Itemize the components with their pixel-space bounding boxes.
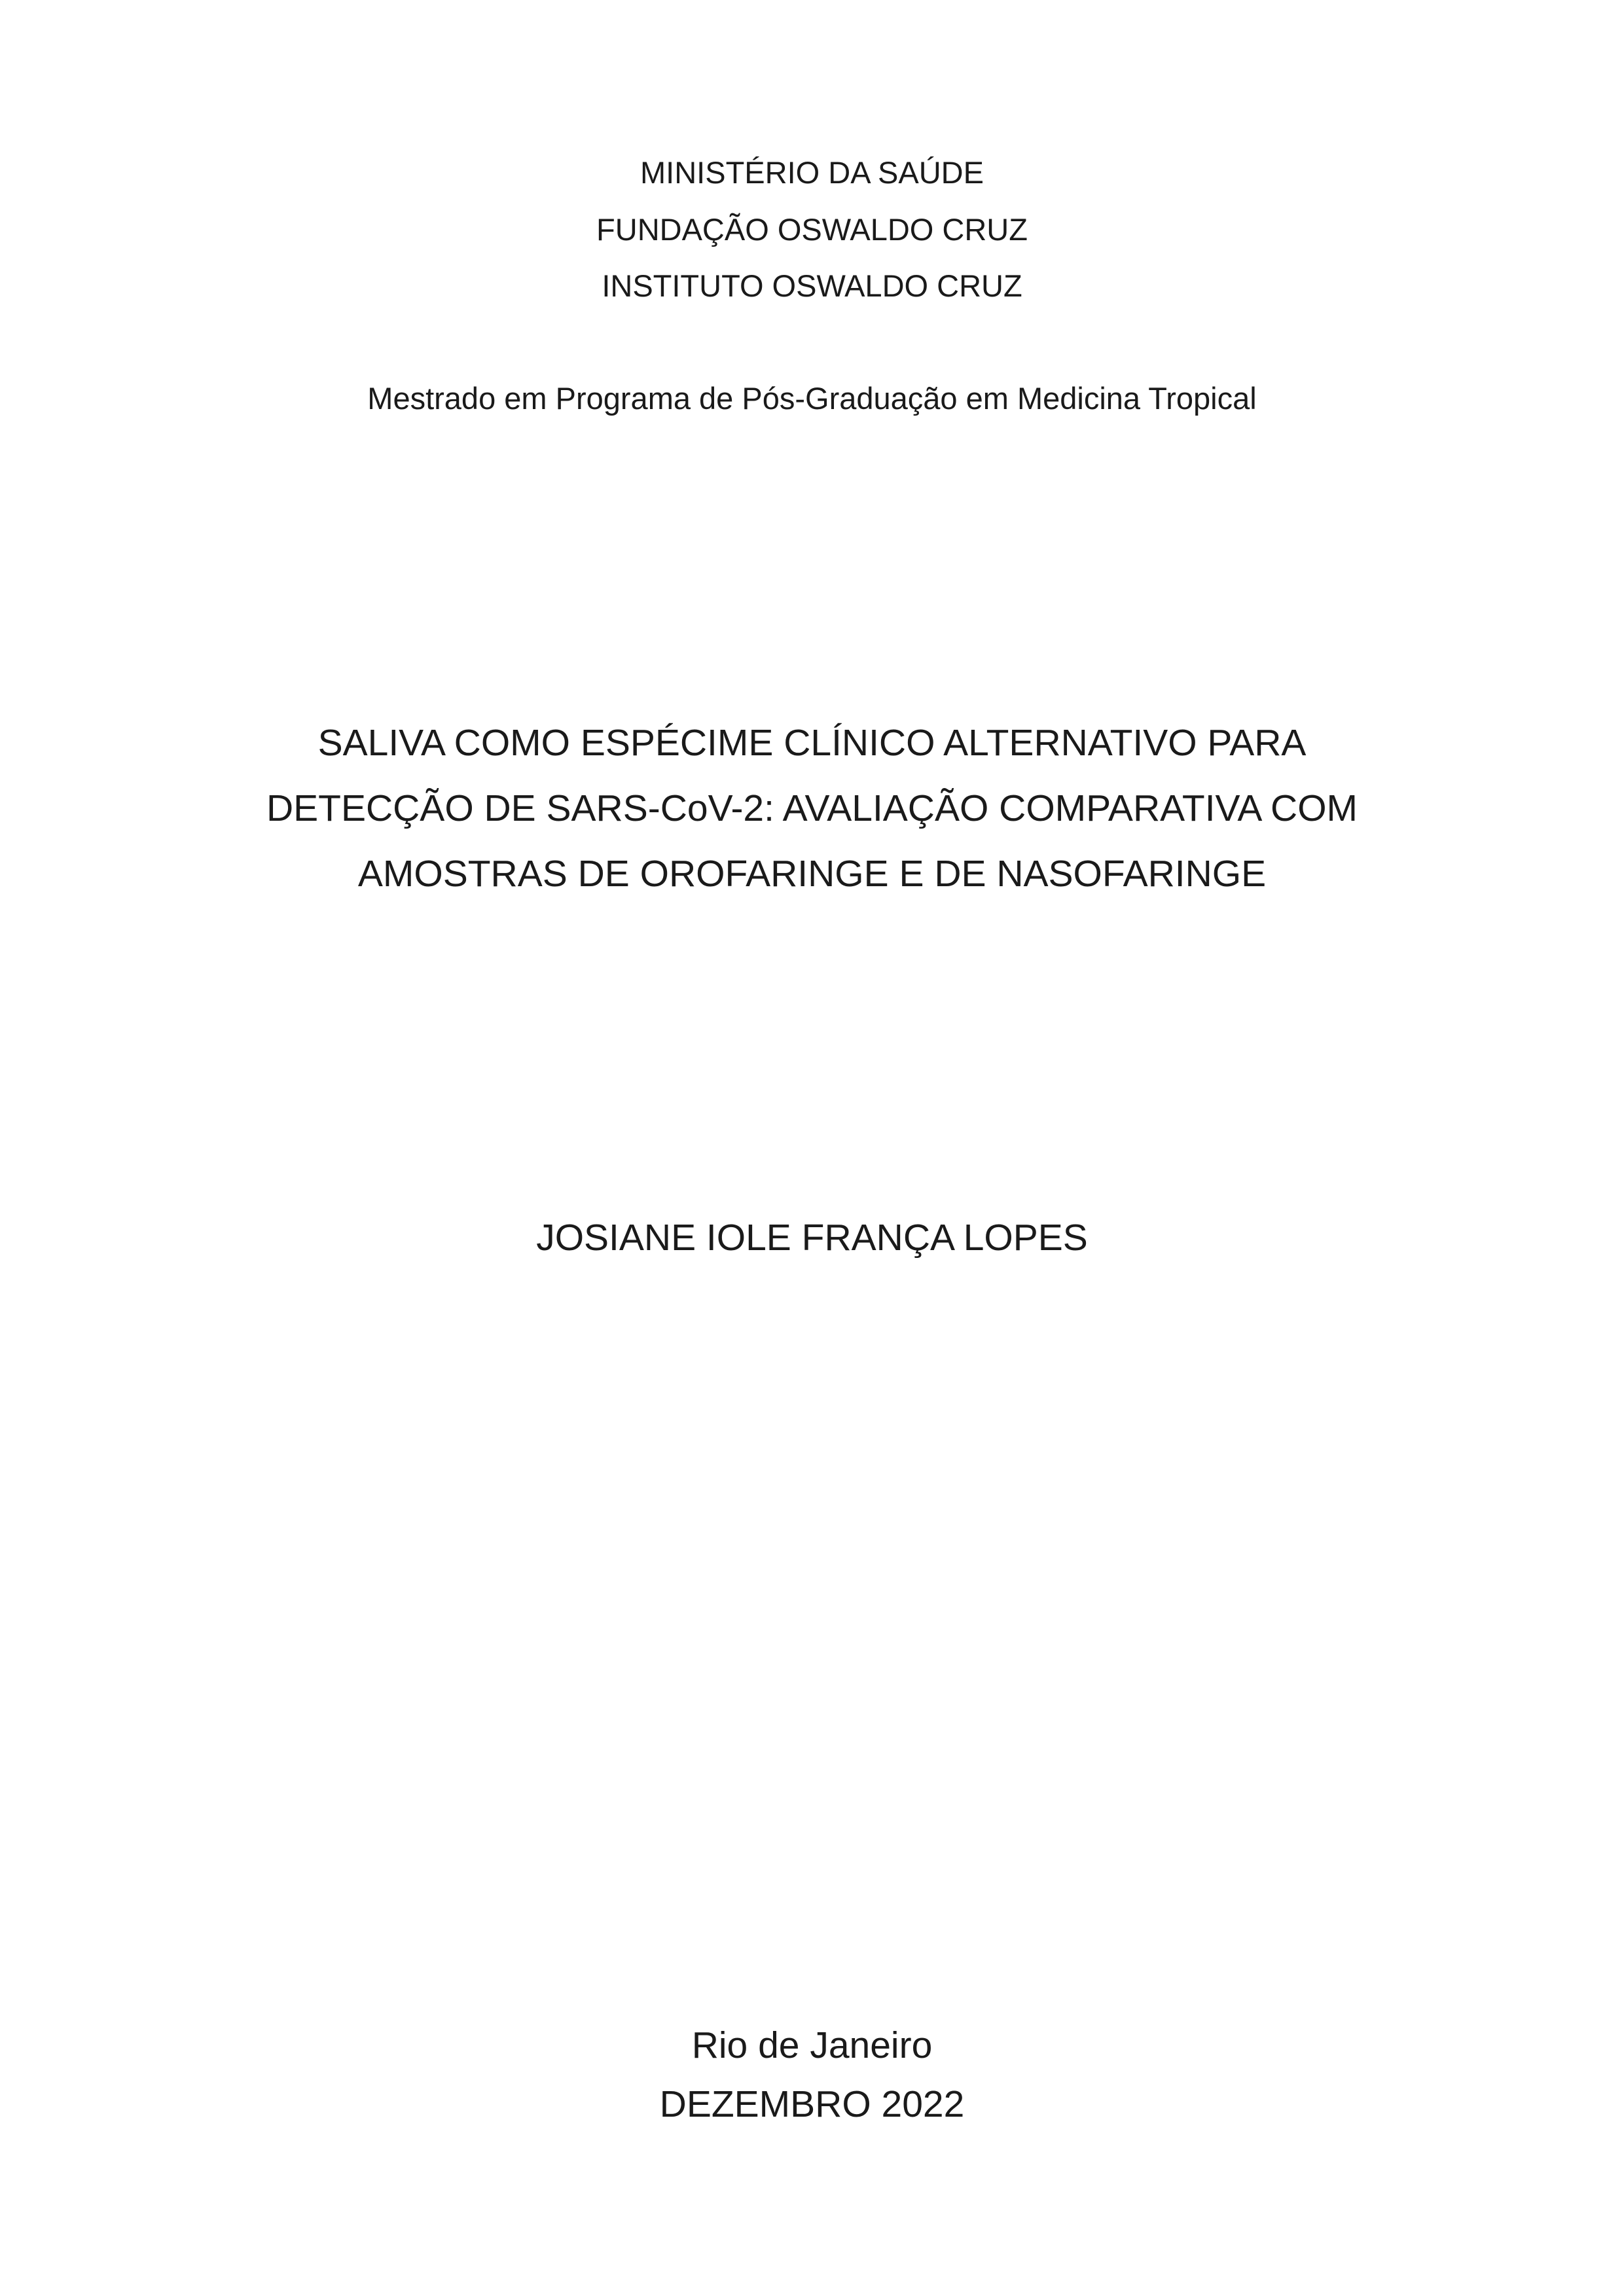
title-line-2: DETECÇÃO DE SARS-CoV-2: AVALIAÇÃO COMPARATIVA COM: [266, 787, 1358, 829]
title-line-3: AMOSTRAS DE OROFARINGE E DE NASOFARINGE: [357, 853, 1267, 895]
title-line-1: SALIVA COMO ESPÉCIME CLÍNICO ALTERNATIVO PARA: [317, 722, 1307, 764]
foundation-name: FUNDAÇÃO OSWALDO CRUZ: [596, 212, 1028, 247]
city: Rio de Janeiro: [691, 2024, 933, 2066]
author-name: JOSIANE IOLE FRANÇA LOPES: [536, 1217, 1088, 1259]
thesis-title: [0, 710, 1624, 906]
date: DEZEMBRO 2022: [659, 2083, 965, 2125]
ministry-name: MINISTÉRIO DA SAÚDE: [640, 155, 984, 190]
institute-name: INSTITUTO OSWALDO CRUZ: [602, 268, 1022, 303]
program-name: Mestrado em Programa de Pós-Graduação em Medicina Tropical: [367, 381, 1257, 416]
